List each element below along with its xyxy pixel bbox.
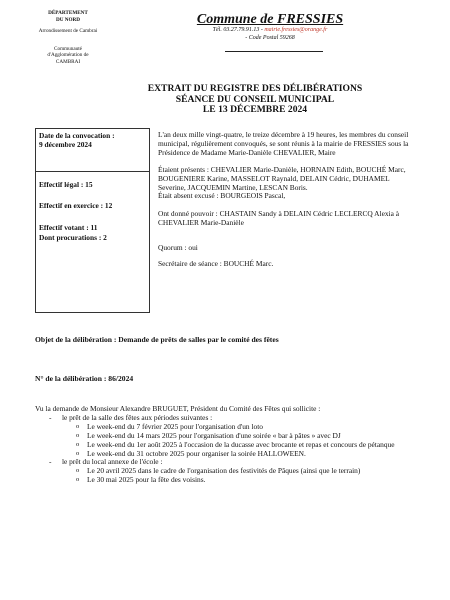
list-item: o Le 20 avril 2025 dans le cadre de l'organisation des festivités de Pâques (ainsi que le terrain) <box>35 467 430 476</box>
header-rule <box>225 51 323 52</box>
list-item: o Le week-end du 1er août 2025 à l'occasion de la ducasse avec brocante et repas et concours de pétanque <box>35 441 430 450</box>
secretaire-line: Secrétaire de séance : BOUCHÉ Marc. <box>158 259 274 269</box>
request-item-salle: - le prêt de la salle des fêtes aux périodes suivantes : <box>35 414 430 423</box>
pouvoir-paragraph: Ont donné pouvoir : CHASTAIN Sandy à DELAIN Cédric LECLERCQ Alexia à CHEVALIER Marie-Danièle <box>158 209 400 228</box>
convocation-date: 9 décembre 2024 <box>39 140 92 149</box>
deliberation-object: Objet de la délibération : Demande de prêts de salles par le comité des fêtes <box>35 335 279 344</box>
right-header <box>190 12 350 42</box>
list-item: o Le week-end du 31 octobre 2025 pour organiser la soirée HALLOWEEN. <box>35 450 430 459</box>
procurations: Dont procurations : 2 <box>39 233 107 242</box>
code-postal-label: - Code Postal 59268 <box>245 34 295 41</box>
quorum-line: Quorum : oui <box>158 243 198 253</box>
request-item-local: - le prêt du local annexe de l'école : <box>35 458 430 467</box>
communaute-line1: Communauté <box>54 45 82 52</box>
title-line1: EXTRAIT DU REGISTRE DES DÉLIBÉRATIONS <box>147 83 363 94</box>
absent-paragraph: Était absent excusé : BOURGEOIS Pascal, <box>158 191 286 201</box>
list-item: o Le week-end du 7 février 2025 pour l'organisation d'un loto <box>35 423 430 432</box>
code-postal-line <box>190 35 350 43</box>
du-nord-label: DU NORD <box>55 16 81 23</box>
effectif-legal: Effectif légal : 15 <box>39 180 93 189</box>
info-box <box>35 128 150 313</box>
commune-title: Commune de FRESSIES <box>196 12 344 27</box>
info-box-divider <box>36 171 149 172</box>
request-intro: Vu la demande de Monsieur Alexandre BRUGUET, Président du Comité des Fêtes qui sollicite : <box>35 404 321 413</box>
effectif-votant: Effectif votant : 11 <box>39 223 98 232</box>
communaute-line3: CAMBRAI <box>55 58 81 65</box>
communaute-line2: d'Agglomération de <box>47 52 89 59</box>
email-link[interactable]: mairie.fressies@orange.fr <box>264 27 328 33</box>
effectif-exercice: Effectif en exercice : 12 <box>39 201 113 210</box>
document-title <box>120 84 390 116</box>
title-line3: LE 13 DÉCEMBRE 2024 <box>202 104 308 116</box>
list-item: o Le week-end du 14 mars 2025 pour l'organisation d'une soirée « bar à pâtes » avec DJ <box>35 432 430 441</box>
left-header <box>28 10 108 66</box>
tel-label: Tél. 03.27.79.91.13 - <box>212 27 263 33</box>
intro-paragraph: L'an deux mille vingt-quatre, le treize décembre à 19 heures, les membres du conseil municipal, régulièrement convoqués, se sont réunis à la mairie de FRESSIES sous la Présidence de Madame Marie-Danièle CHEVALIER, Maire <box>158 130 409 157</box>
convocation-label: Date de la convocation : <box>39 131 115 140</box>
title-line2: SÉANCE DU CONSEIL MUNICIPAL <box>175 93 335 105</box>
request-section <box>35 405 430 485</box>
departement-label: DÉPARTEMENT <box>48 10 88 16</box>
list-item: o Le 30 mai 2025 pour la fête des voisins. <box>35 476 430 485</box>
deliberation-number: N° de la délibération : 86/2024 <box>35 374 134 383</box>
presents-paragraph: Étaient présents : CHEVALIER Marie-Danièle, HORNAIN Edith, BOUCHÉ Marc, BOUGENIERE Karine, MASSELOT Raynald, DELAIN Cédric, DUHAMEL Severine, JACQUEMIN Martine, LESCAN Boris. <box>158 164 406 192</box>
contact-line <box>190 27 350 35</box>
seance-details <box>158 131 410 269</box>
arrondissement-label: Arrondissement de Cambrai <box>38 28 98 35</box>
